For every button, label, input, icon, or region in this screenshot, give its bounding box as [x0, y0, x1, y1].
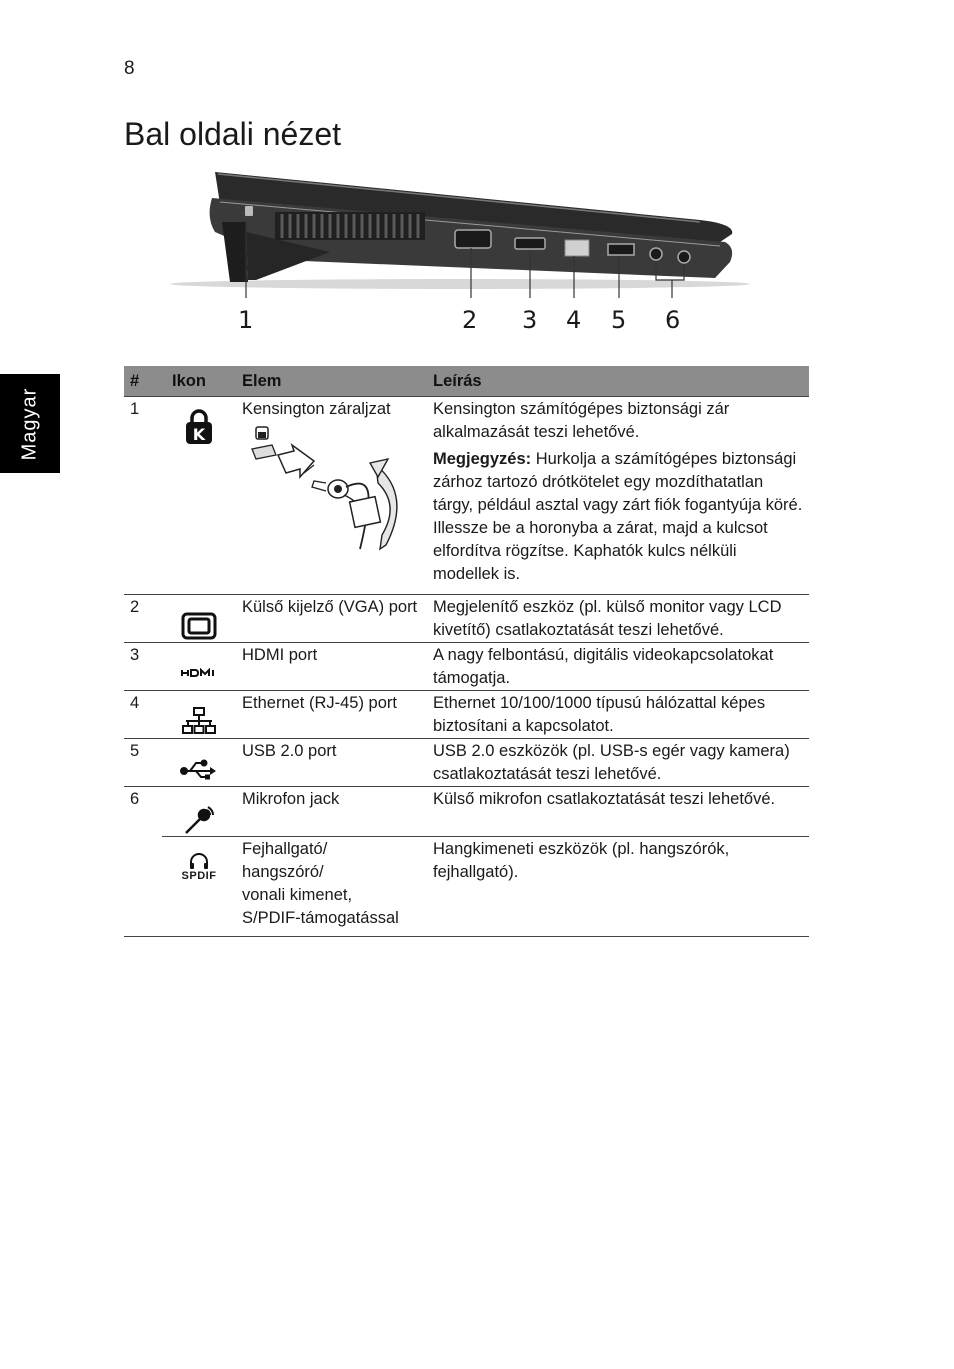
vga-icon	[181, 612, 217, 640]
callout-6: 6	[665, 306, 681, 334]
row-desc: USB 2.0 eszközök (pl. USB-s egér vagy kamera) csatlakoztatását teszi lehetővé.	[427, 739, 809, 787]
callout-5: 5	[611, 306, 627, 334]
vga-port-shape	[455, 230, 491, 248]
kensington-lock-icon	[184, 408, 214, 446]
row-desc: Hangkimeneti eszközök (pl. hangszórók, fejhallgató).	[427, 837, 809, 937]
callout-4: 4	[566, 306, 582, 334]
table-row	[124, 397, 809, 595]
row-note	[433, 448, 803, 586]
table-header-row	[124, 366, 809, 397]
hdmi-icon	[180, 668, 218, 678]
table-row	[124, 787, 809, 837]
header-icon: Ikon	[162, 366, 236, 397]
row-elem-line: Fejhallgató/	[242, 840, 328, 858]
language-side-tab-label: Magyar	[18, 387, 41, 460]
row-elem-line: vonali kimenet,	[242, 886, 353, 904]
row-elem-line: hangszóró/	[242, 863, 324, 881]
usb-icon	[180, 758, 218, 780]
headphone-spdif-icon	[168, 852, 230, 882]
ethernet-icon	[182, 706, 216, 736]
ports-table	[124, 366, 809, 937]
row-elem: Ethernet (RJ-45) port	[236, 691, 427, 739]
page-title: Bal oldali nézet	[124, 116, 342, 152]
mic-jack-shape	[650, 248, 662, 260]
language-side-tab	[0, 374, 60, 473]
headphone-icon	[188, 852, 210, 870]
table-row	[124, 739, 809, 787]
ethernet-port-shape	[565, 240, 589, 256]
row-desc: Kensington számítógépes biztonsági zár alkalmazását teszi lehetővé.	[433, 400, 730, 441]
header-num: #	[124, 366, 162, 397]
headphone-jack-shape	[678, 251, 690, 263]
callout-2: 2	[462, 306, 478, 334]
row-elem: Kensington záraljzat	[242, 400, 391, 418]
row-desc: Külső mikrofon csatlakoztatását teszi lehetővé.	[427, 787, 809, 837]
row-num: 5	[124, 739, 162, 787]
vent-grille	[275, 212, 425, 240]
table-row	[124, 837, 809, 937]
laptop-left-side-illustration	[160, 162, 750, 342]
row-num: 2	[124, 595, 162, 643]
row-num: 6	[124, 787, 162, 937]
table-row	[124, 643, 809, 691]
row-num: 1	[124, 397, 162, 595]
row-desc: Ethernet 10/100/1000 típusú hálózattal képes biztosítani a kapcsolatot.	[427, 691, 809, 739]
cable-lock-illustration	[242, 425, 407, 555]
microphone-icon	[182, 804, 216, 836]
row-num: 3	[124, 643, 162, 691]
row-elem: HDMI port	[236, 643, 427, 691]
svg-text:K: K	[192, 425, 206, 444]
note-text: Hurkolja a számítógépes biztonsági zárhoz tartozó drótkötelet egy mozdíthatatlan tárgy, például asztal vagy zárt fiók fogantyúja köré. Illessze be a horonyba a zárat, majd a kulcsot elfordítva rögzítse. Kaphatók kulcs nélküli modellek is.	[433, 450, 803, 583]
note-label: Megjegyzés:	[433, 450, 532, 468]
row-elem-line: S/PDIF-támogatással	[242, 909, 399, 927]
row-num: 4	[124, 691, 162, 739]
table-row	[124, 691, 809, 739]
spdif-label: SPDIF	[181, 870, 217, 882]
usb-port-shape	[608, 244, 634, 255]
header-desc: Leírás	[427, 366, 809, 397]
table-row	[124, 595, 809, 643]
row-elem: Külső kijelző (VGA) port	[236, 595, 427, 643]
callout-1: 1	[238, 306, 254, 334]
row-elem: Mikrofon jack	[236, 787, 427, 837]
page-number: 8	[124, 58, 135, 79]
header-elem: Elem	[236, 366, 427, 397]
row-desc: Megjelenítő eszköz (pl. külső monitor vagy LCD kivetítő) csatlakoztatását teszi lehetővé.	[427, 595, 809, 643]
row-elem: USB 2.0 port	[236, 739, 427, 787]
hdmi-port-shape	[515, 238, 545, 249]
callout-3: 3	[522, 306, 538, 334]
row-desc: A nagy felbontású, digitális videokapcsolatokat támogatja.	[427, 643, 809, 691]
